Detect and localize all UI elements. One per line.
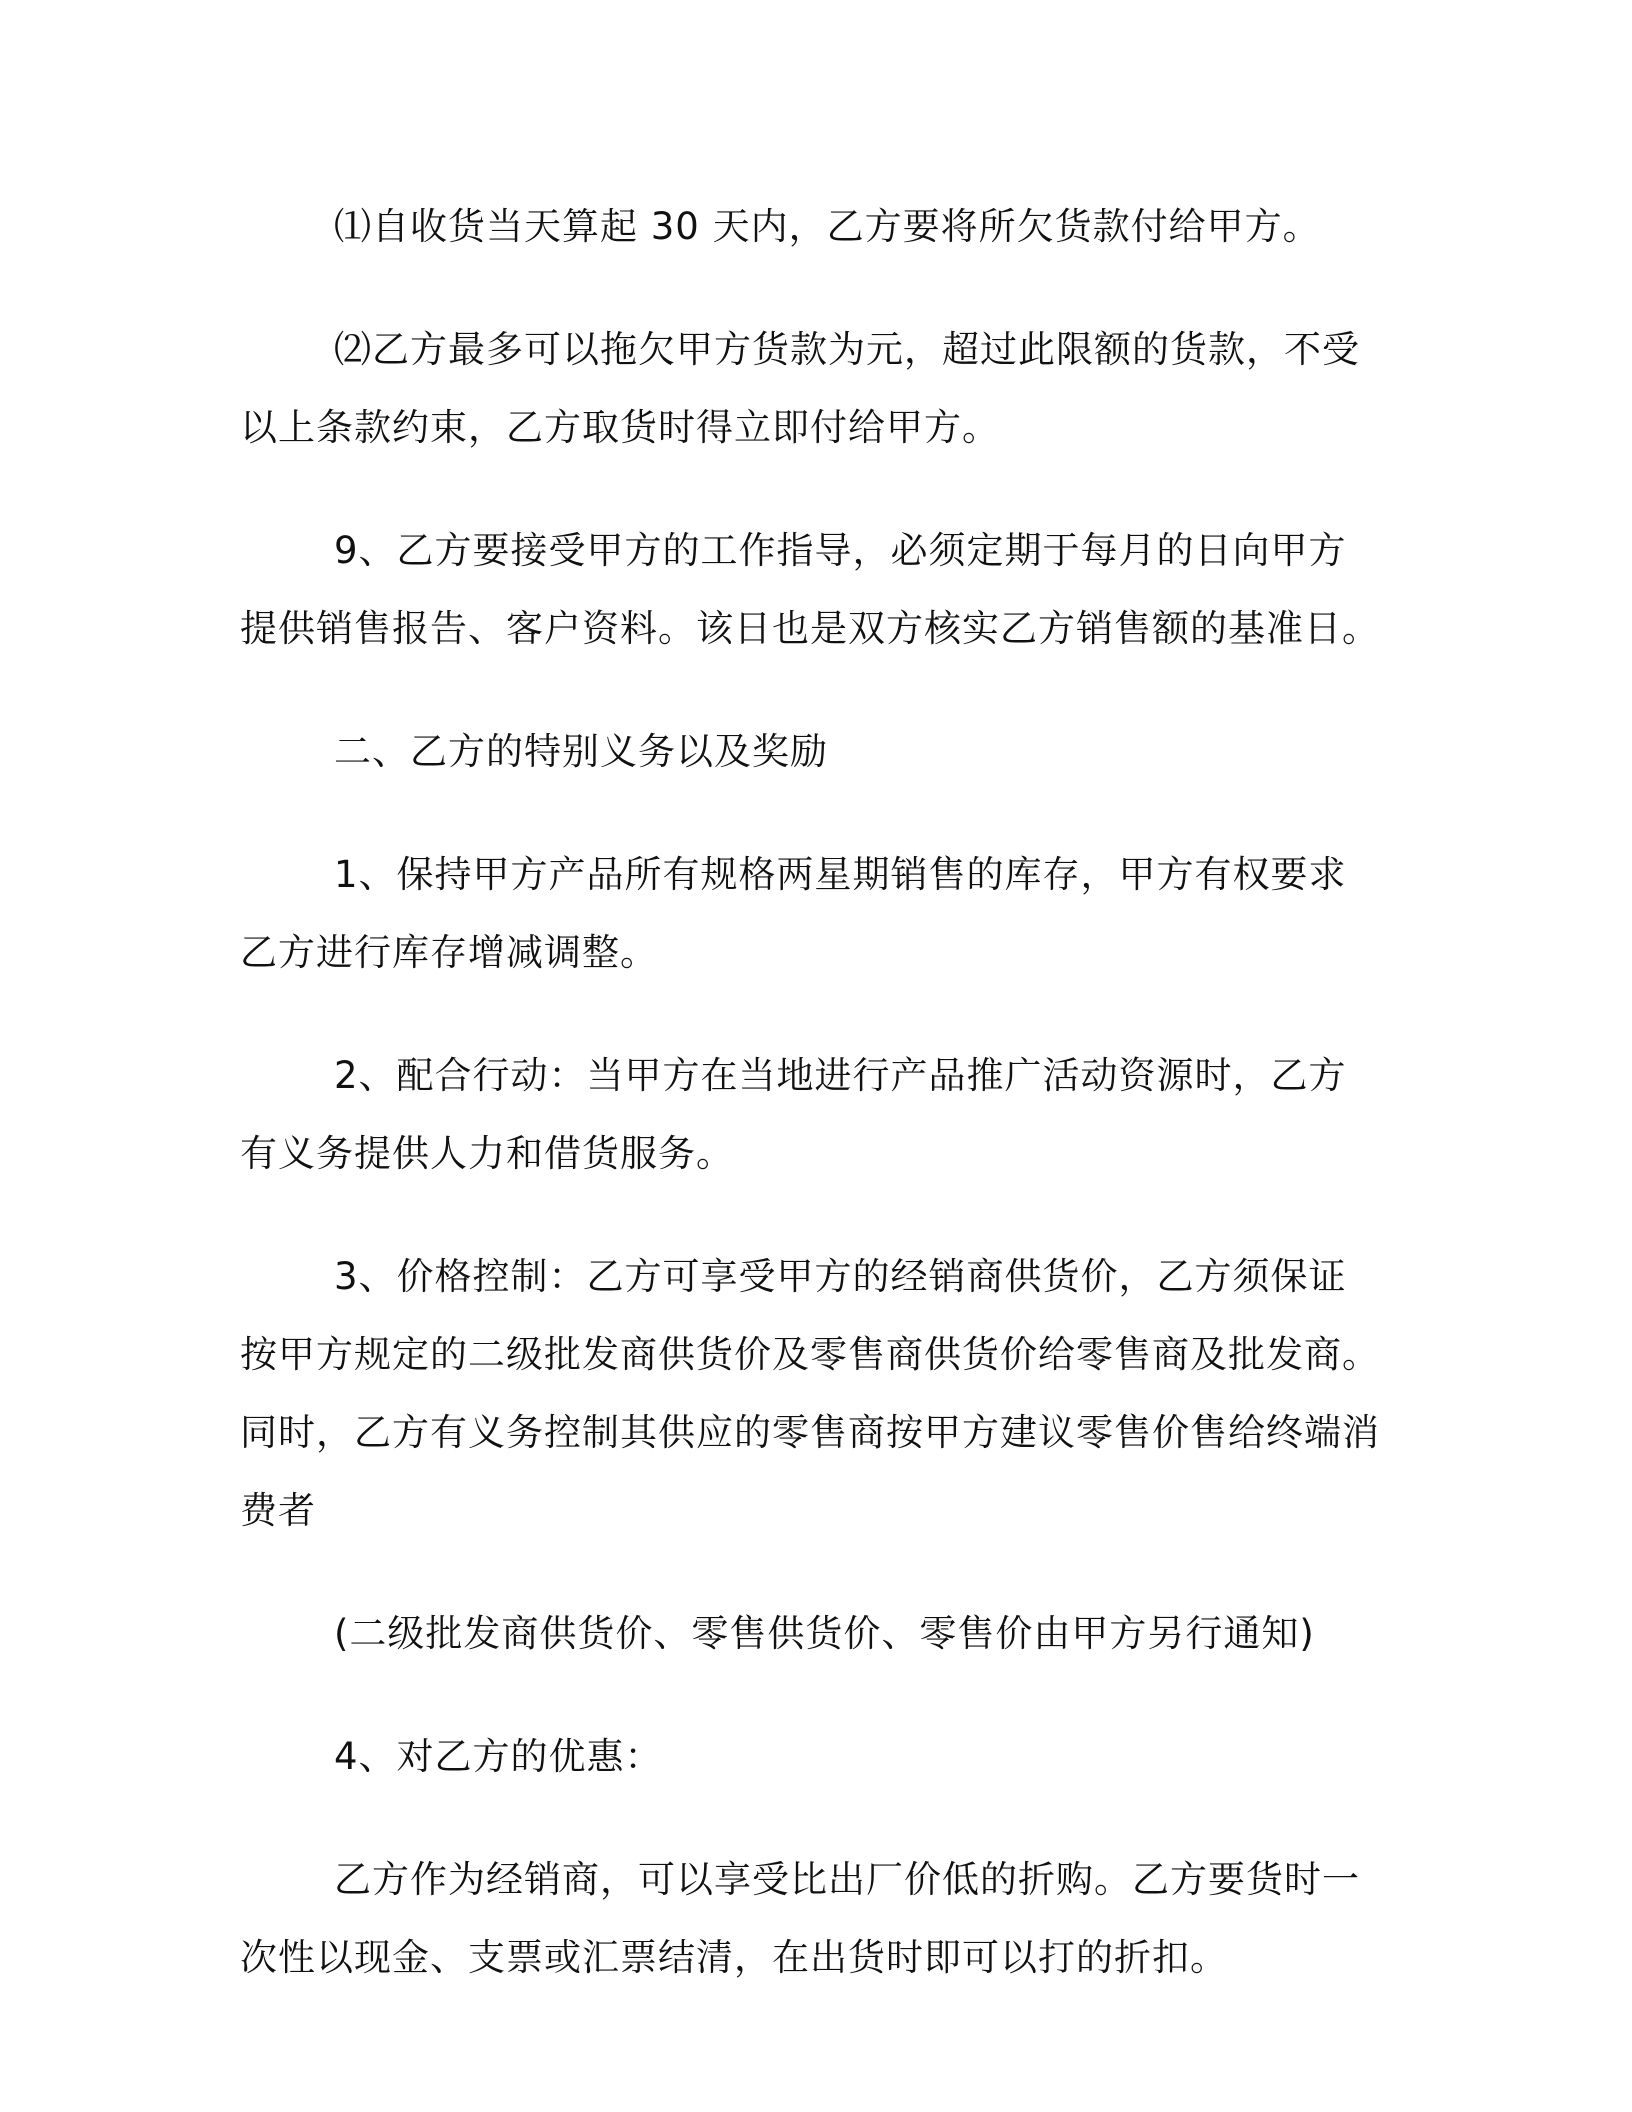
paragraph-credit-limit: ⑵乙方最多可以拖欠甲方货款为元，超过此限额的货款，不受以上条款约束，乙方取货时得立即付给甲方。 <box>240 328 1360 449</box>
document-body <box>240 188 1380 2042</box>
paragraph-price-note: (二级批发商供货价、零售供货价、零售价由甲方另行通知) <box>334 1612 1315 1655</box>
paragraph-item-2-cooperation: 2、配合行动：当甲方在当地进行产品推广活动资源时，乙方有义务提供人力和借货服务。 <box>240 1054 1347 1175</box>
paragraph-item-3-price-control: 3、价格控制：乙方可享受甲方的经销商供货价，乙方须保证按甲方规定的二级批发商供货价及零售商供货价给零售商及批发商。同时，乙方有义务控制其供应的零售商按甲方建议零售价售给终端消费者 <box>240 1255 1380 1532</box>
paragraph-item-4-discount-heading: 4、对乙方的优惠： <box>334 1735 663 1778</box>
paragraph-payment-term: ⑴自收货当天算起 30 天内，乙方要将所欠货款付给甲方。 <box>334 205 1321 248</box>
section-heading-special-obligations: 二、乙方的特别义务以及奖励 <box>334 730 828 773</box>
paragraph-clause-9: 9、乙方要接受甲方的工作指导，必须定期于每月的日向甲方提供销售报告、客户资料。该日也是双方核实乙方销售额的基准日。 <box>240 529 1380 650</box>
paragraph-discount-detail: 乙方作为经销商，可以享受比出厂价低的折购。乙方要货时一次性以现金、支票或汇票结清，在出货时即可以打的折扣。 <box>240 1858 1360 1979</box>
paragraph-item-1-inventory: 1、保持甲方产品所有规格两星期销售的库存，甲方有权要求乙方进行库存增减调整。 <box>240 853 1347 974</box>
